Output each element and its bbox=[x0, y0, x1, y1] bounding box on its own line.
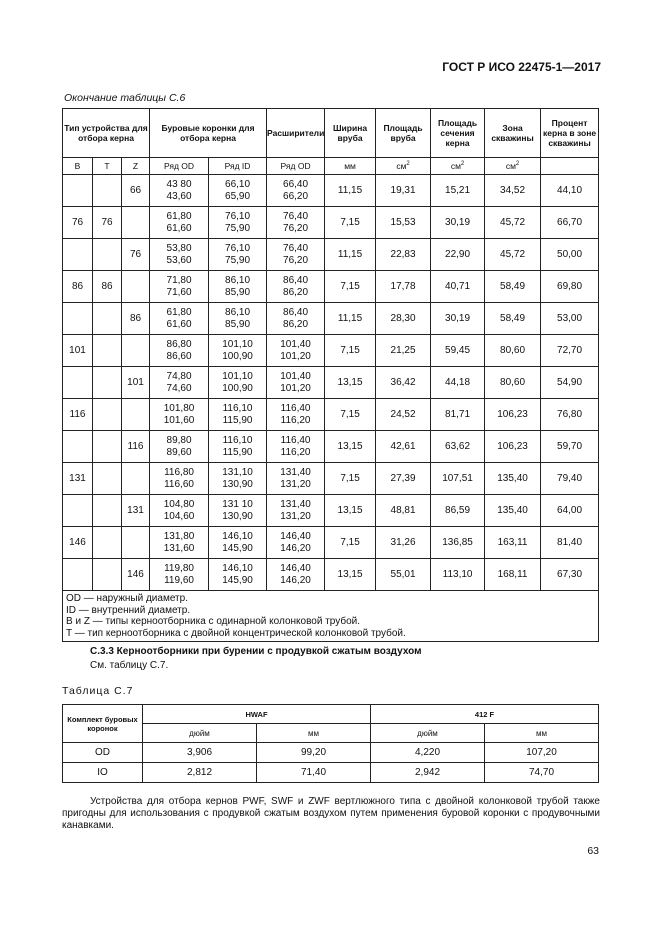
cell-b: 116 bbox=[63, 399, 93, 431]
cell-od: 71,80 71,60 bbox=[150, 271, 209, 303]
cell-w: 7,15 bbox=[325, 271, 376, 303]
cell-z: 146 bbox=[122, 559, 150, 591]
cell-t: 76 bbox=[93, 207, 122, 239]
note-line: ID — внутренний диаметр. bbox=[66, 604, 191, 616]
cell-ca: 63,62 bbox=[431, 431, 485, 463]
cell-r: 116,40 116,20 bbox=[267, 399, 325, 431]
cell-id: 116,10 115,90 bbox=[209, 399, 267, 431]
cell-z bbox=[122, 399, 150, 431]
cell-w: 13,15 bbox=[325, 367, 376, 399]
cell: 74,70 bbox=[485, 763, 599, 783]
cell-r: 146,40 146,20 bbox=[267, 527, 325, 559]
cell-w: 11,15 bbox=[325, 175, 376, 207]
cell-id: 131 10 130,90 bbox=[209, 495, 267, 527]
cell-p: 53,00 bbox=[541, 303, 599, 335]
cell-ca: 30,19 bbox=[431, 303, 485, 335]
section-c-3-3 bbox=[90, 646, 422, 671]
cell-p: 64,00 bbox=[541, 495, 599, 527]
table-c7 bbox=[62, 704, 599, 783]
cell-zone: 45,72 bbox=[485, 239, 541, 271]
cell-id: 101,10 100,90 bbox=[209, 367, 267, 399]
cell-w: 13,15 bbox=[325, 431, 376, 463]
cell-z bbox=[122, 463, 150, 495]
cell-od: 53,80 53,60 bbox=[150, 239, 209, 271]
cell-b: 101 bbox=[63, 335, 93, 367]
cell-ca: 40,71 bbox=[431, 271, 485, 303]
cell-od: 104,80 104,60 bbox=[150, 495, 209, 527]
cell-od: 86,80 86,60 bbox=[150, 335, 209, 367]
cell-r: 86,40 86,20 bbox=[267, 303, 325, 335]
cell-p: 81,40 bbox=[541, 527, 599, 559]
cell-w: 13,15 bbox=[325, 559, 376, 591]
cell-w: 7,15 bbox=[325, 399, 376, 431]
cell: 107,20 bbox=[485, 743, 599, 763]
cell-p: 59,70 bbox=[541, 431, 599, 463]
cell-r: 131,40 131,20 bbox=[267, 495, 325, 527]
cell-p: 44,10 bbox=[541, 175, 599, 207]
header-device-type: Тип устройства для отбора керна bbox=[63, 109, 150, 158]
table-row bbox=[63, 367, 599, 399]
header-width: Ширина вруба bbox=[325, 109, 376, 158]
table-row bbox=[63, 271, 599, 303]
cell-t bbox=[93, 335, 122, 367]
cell-b bbox=[63, 239, 93, 271]
cell-t bbox=[93, 175, 122, 207]
header-zone: Зона скважины bbox=[485, 109, 541, 158]
table-row bbox=[63, 559, 599, 591]
cell-id: 101,10 100,90 bbox=[209, 335, 267, 367]
cell-zone: 106,23 bbox=[485, 431, 541, 463]
cell-id: 131,10 130,90 bbox=[209, 463, 267, 495]
cell-ca: 86,59 bbox=[431, 495, 485, 527]
header-area: Площадь вруба bbox=[376, 109, 431, 158]
cell-r: 66,40 66,20 bbox=[267, 175, 325, 207]
cell-t bbox=[93, 239, 122, 271]
cell-z: 101 bbox=[122, 367, 150, 399]
cell: 4,220 bbox=[371, 743, 485, 763]
cell-a: 31,26 bbox=[376, 527, 431, 559]
unit-mm: мм bbox=[257, 724, 371, 743]
cell-id: 116,10 115,90 bbox=[209, 431, 267, 463]
cell-od: 89,80 89,60 bbox=[150, 431, 209, 463]
cell-z: 86 bbox=[122, 303, 150, 335]
cell-zone: 34,52 bbox=[485, 175, 541, 207]
unit-mm: мм bbox=[325, 158, 376, 175]
cell-a: 22,83 bbox=[376, 239, 431, 271]
cell-zone: 135,40 bbox=[485, 463, 541, 495]
cell-od: 43 80 43,60 bbox=[150, 175, 209, 207]
cell-b: 131 bbox=[63, 463, 93, 495]
cell-zone: 80,60 bbox=[485, 367, 541, 399]
header-reamers: Расширители bbox=[267, 109, 325, 158]
cell-ca: 30,19 bbox=[431, 207, 485, 239]
cell-z bbox=[122, 335, 150, 367]
cell-zone: 106,23 bbox=[485, 399, 541, 431]
table-row bbox=[63, 175, 599, 207]
cell-r: 101,40 101,20 bbox=[267, 367, 325, 399]
cell-z bbox=[122, 527, 150, 559]
cell-ca: 15,21 bbox=[431, 175, 485, 207]
unit-inch: дюйм bbox=[143, 724, 257, 743]
unit-z: Z bbox=[122, 158, 150, 175]
cell-w: 13,15 bbox=[325, 495, 376, 527]
cell-w: 7,15 bbox=[325, 463, 376, 495]
cell-t: 86 bbox=[93, 271, 122, 303]
cell-b bbox=[63, 367, 93, 399]
cell-b bbox=[63, 175, 93, 207]
cell-id: 66,10 65,90 bbox=[209, 175, 267, 207]
cell-a: 27,39 bbox=[376, 463, 431, 495]
cell-od: 116,80 116,60 bbox=[150, 463, 209, 495]
cell-p: 76,80 bbox=[541, 399, 599, 431]
cell-zone: 45,72 bbox=[485, 207, 541, 239]
table-row bbox=[63, 239, 599, 271]
unit-b: B bbox=[63, 158, 93, 175]
cell-b: 86 bbox=[63, 271, 93, 303]
cell-b bbox=[63, 431, 93, 463]
cell-ca: 59,45 bbox=[431, 335, 485, 367]
cell-z bbox=[122, 271, 150, 303]
cell-z: 131 bbox=[122, 495, 150, 527]
cell-zone: 58,49 bbox=[485, 303, 541, 335]
cell-id: 146,10 145,90 bbox=[209, 527, 267, 559]
table-row bbox=[63, 207, 599, 239]
table-notes bbox=[63, 591, 599, 642]
cell-b bbox=[63, 559, 93, 591]
unit-od: Ряд OD bbox=[150, 158, 209, 175]
cell-b bbox=[63, 303, 93, 335]
cell-b bbox=[63, 495, 93, 527]
cell-od: 61,80 61,60 bbox=[150, 303, 209, 335]
row-label: OD bbox=[63, 743, 143, 763]
cell-a: 21,25 bbox=[376, 335, 431, 367]
cell-z: 66 bbox=[122, 175, 150, 207]
cell-z bbox=[122, 207, 150, 239]
cell-od: 74,80 74,60 bbox=[150, 367, 209, 399]
cell-w: 7,15 bbox=[325, 527, 376, 559]
cell-r: 76,40 76,20 bbox=[267, 239, 325, 271]
cell-zone: 168,11 bbox=[485, 559, 541, 591]
unit-t: T bbox=[93, 158, 122, 175]
cell-w: 11,15 bbox=[325, 239, 376, 271]
cell-a: 42,61 bbox=[376, 431, 431, 463]
cell-a: 17,78 bbox=[376, 271, 431, 303]
cell-ca: 113,10 bbox=[431, 559, 485, 591]
corner-header: Комплект буровых коронок bbox=[63, 705, 143, 743]
document-code: ГОСТ Р ИСО 22475-1—2017 bbox=[442, 60, 601, 74]
cell-a: 19,31 bbox=[376, 175, 431, 207]
section-title: С.3.3 Керноотборники при бурении с продувкой сжатым воздухом bbox=[90, 646, 422, 657]
table-c6 bbox=[62, 108, 599, 642]
cell-t bbox=[93, 463, 122, 495]
cell-t bbox=[93, 431, 122, 463]
cell-w: 11,15 bbox=[325, 303, 376, 335]
cell: 3,906 bbox=[143, 743, 257, 763]
cell-a: 24,52 bbox=[376, 399, 431, 431]
cell-id: 86,10 85,90 bbox=[209, 303, 267, 335]
table-row bbox=[63, 431, 599, 463]
table-row bbox=[63, 495, 599, 527]
unit-mm: мм bbox=[485, 724, 599, 743]
cell-r: 131,40 131,20 bbox=[267, 463, 325, 495]
header-core-area: Площадь сечения керна bbox=[431, 109, 485, 158]
cell-p: 67,30 bbox=[541, 559, 599, 591]
section-ref: См. таблицу С.7. bbox=[90, 660, 169, 671]
table-row bbox=[63, 527, 599, 559]
unit-empty bbox=[541, 158, 599, 175]
cell-t bbox=[93, 399, 122, 431]
unit-cm2: $см^2$ bbox=[431, 158, 485, 175]
cell-r: 101,40 101,20 bbox=[267, 335, 325, 367]
cell-a: 48,81 bbox=[376, 495, 431, 527]
cell: 2,942 bbox=[371, 763, 485, 783]
cell-id: 76,10 75,90 bbox=[209, 239, 267, 271]
note-line: OD — наружный диаметр. bbox=[66, 593, 188, 604]
cell-id: 86,10 85,90 bbox=[209, 271, 267, 303]
body-paragraph: Устройства для отбора кернов PWF, SWF и ZWF вертлюжного типа с двойной колонковой трубой также пригодны для использования с продувкой сжатым воздухом путем применения буровой коронки с продувочными канавками. bbox=[62, 796, 600, 831]
cell-t bbox=[93, 303, 122, 335]
cell-od: 119,80 119,60 bbox=[150, 559, 209, 591]
cell-t bbox=[93, 527, 122, 559]
cell-r: 76,40 76,20 bbox=[267, 207, 325, 239]
cell-b: 146 bbox=[63, 527, 93, 559]
cell-zone: 80,60 bbox=[485, 335, 541, 367]
cell-w: 7,15 bbox=[325, 335, 376, 367]
table-row bbox=[63, 463, 599, 495]
cell-od: 101,80 101,60 bbox=[150, 399, 209, 431]
note-line: T — тип керноотборника с двойной концентрической колонковой трубой. bbox=[66, 627, 406, 639]
cell-od: 61,80 61,60 bbox=[150, 207, 209, 239]
cell-a: 55,01 bbox=[376, 559, 431, 591]
cell-r: 146,40 146,20 bbox=[267, 559, 325, 591]
group-412f: 412 F bbox=[371, 705, 599, 724]
cell-p: 50,00 bbox=[541, 239, 599, 271]
cell-a: 15,53 bbox=[376, 207, 431, 239]
table-caption: Окончание таблицы С.6 bbox=[64, 92, 186, 104]
cell-ca: 81,71 bbox=[431, 399, 485, 431]
cell-zone: 58,49 bbox=[485, 271, 541, 303]
table-row bbox=[63, 399, 599, 431]
table-row bbox=[63, 763, 599, 783]
table-caption-c7: Таблица С.7 bbox=[62, 685, 134, 697]
cell-w: 7,15 bbox=[325, 207, 376, 239]
cell-p: 69,80 bbox=[541, 271, 599, 303]
cell-r: 116,40 116,20 bbox=[267, 431, 325, 463]
unit-reamer-od: Ряд OD bbox=[267, 158, 325, 175]
table-row bbox=[63, 303, 599, 335]
cell-t bbox=[93, 495, 122, 527]
unit-cm2: $см^2$ bbox=[376, 158, 431, 175]
cell-t bbox=[93, 559, 122, 591]
page-number: 63 bbox=[587, 845, 599, 857]
table-row bbox=[63, 335, 599, 367]
unit-inch: дюйм bbox=[371, 724, 485, 743]
cell-b: 76 bbox=[63, 207, 93, 239]
cell: 71,40 bbox=[257, 763, 371, 783]
cell-zone: 163,11 bbox=[485, 527, 541, 559]
cell-p: 54,90 bbox=[541, 367, 599, 399]
cell-ca: 44,18 bbox=[431, 367, 485, 399]
unit-id: Ряд ID bbox=[209, 158, 267, 175]
cell-p: 72,70 bbox=[541, 335, 599, 367]
unit-cm2: $см^2$ bbox=[485, 158, 541, 175]
cell: 99,20 bbox=[257, 743, 371, 763]
header-percent: Процент керна в зоне скважины bbox=[541, 109, 599, 158]
cell-a: 36,42 bbox=[376, 367, 431, 399]
table-row bbox=[63, 743, 599, 763]
cell-r: 86,40 86,20 bbox=[267, 271, 325, 303]
group-hwaf: HWAF bbox=[143, 705, 371, 724]
cell-id: 146,10 145,90 bbox=[209, 559, 267, 591]
cell-zone: 135,40 bbox=[485, 495, 541, 527]
cell-ca: 136,85 bbox=[431, 527, 485, 559]
cell-t bbox=[93, 367, 122, 399]
header-crowns: Буровые коронки для отбора керна bbox=[150, 109, 267, 158]
cell-ca: 107,51 bbox=[431, 463, 485, 495]
cell-od: 131,80 131,60 bbox=[150, 527, 209, 559]
cell: 2,812 bbox=[143, 763, 257, 783]
cell-id: 76,10 75,90 bbox=[209, 207, 267, 239]
cell-z: 76 bbox=[122, 239, 150, 271]
row-label: IO bbox=[63, 763, 143, 783]
cell-ca: 22,90 bbox=[431, 239, 485, 271]
cell-p: 79,40 bbox=[541, 463, 599, 495]
cell-z: 116 bbox=[122, 431, 150, 463]
note-line: B и Z — типы керноотборника с одинарной колонковой трубой. bbox=[66, 616, 360, 627]
cell-p: 66,70 bbox=[541, 207, 599, 239]
cell-a: 28,30 bbox=[376, 303, 431, 335]
